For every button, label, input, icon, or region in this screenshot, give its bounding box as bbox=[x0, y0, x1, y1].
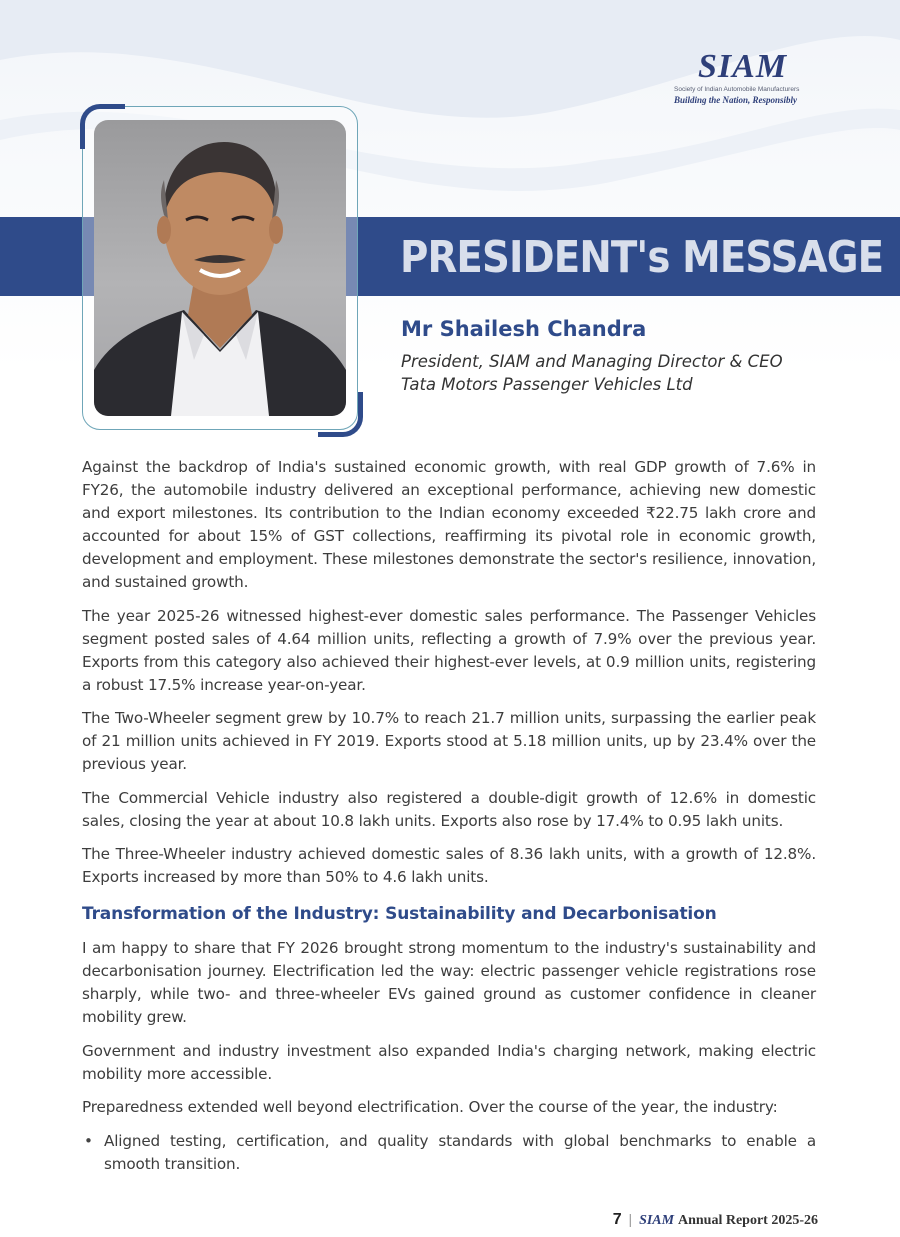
bullet-item: • Aligned testing, certification, and quality standards with global benchmarks to enable a smooth transition. bbox=[104, 1130, 816, 1176]
paragraph: I am happy to share that FY 2026 brought strong momentum to the industry's sustainability and decarbonisation journey. Electrification led the way: electric passenger vehicle registrations rose sharply, while two- and three-wheeler EVs gained ground as customer confidence in cleaner mobility grew. bbox=[82, 939, 816, 1026]
paragraph: Government and industry investment also expanded India's charging network, making electric mobility more accessible. bbox=[82, 1041, 816, 1083]
page-footer bbox=[613, 1211, 818, 1229]
president-role bbox=[401, 350, 783, 396]
frame-corner-accent bbox=[318, 392, 363, 437]
logo-mark: SIAM bbox=[698, 48, 788, 85]
paragraph: The year 2025-26 witnessed highest-ever domestic sales performance. The Passenger Vehicles segment posted sales of 4.64 million units, reflecting a growth of 7.9% over the previous year. Exports from this category also achieved their highest-ever levels, at 0.9 million units, registering a robust 17.5% increase year-on-year. bbox=[82, 606, 816, 694]
paragraph: The Commercial Vehicle industry also registered a double-digit growth of 12.6% in domestic sales, closing the year at about 10.8 lakh units. Exports also rose by 17.4% to 0.95 lakh units. bbox=[82, 788, 816, 830]
paragraph: Preparedness extended well beyond electrification. Over the course of the year, the industry: bbox=[82, 1098, 778, 1116]
president-name: Mr Shailesh Chandra bbox=[401, 317, 647, 341]
role-line-2: Tata Motors Passenger Vehicles Ltd bbox=[401, 375, 693, 394]
page-title: PRESIDENT's MESSAGE bbox=[400, 232, 884, 283]
page-number: 7 bbox=[612, 1211, 622, 1228]
siam-logo bbox=[668, 50, 828, 105]
logo-tagline: Building the Nation, Responsibly bbox=[674, 95, 798, 105]
bullet-list bbox=[82, 1130, 816, 1176]
portrait-photo bbox=[94, 120, 346, 416]
section-heading: Transformation of the Industry: Sustainability and Decarbonisation bbox=[82, 904, 717, 924]
paragraph: Against the backdrop of India's sustained economic growth, with real GDP growth of 7.6% in FY26, the automobile industry delivered an exceptional performance, achieving new domestic and export milestones. Its contribution to the Indian economy exceeded ₹22.75 lakh crore and accounted for about 15% of GST collections, reaffirming its pivotal role in economic growth, development and employment. These milestones demonstrate the sector's resilience, innovation, and sustained growth. bbox=[82, 458, 816, 591]
paragraph: The Three-Wheeler industry achieved domestic sales of 8.36 lakh units, with a growth of 12.8%. Exports increased by more than 50% to 4.6 lakh units. bbox=[82, 845, 816, 886]
logo-subtitle: Society of Indian Automobile Manufacturers bbox=[674, 86, 800, 93]
footer-separator: | bbox=[628, 1211, 633, 1227]
frame-corner-accent bbox=[80, 104, 125, 149]
footer-report-title: Annual Report 2025-26 bbox=[677, 1213, 818, 1228]
footer-brand: SIAM bbox=[639, 1213, 675, 1228]
paragraph: The Two-Wheeler segment grew by 10.7% to reach 21.7 million units, surpassing the earlier peak of 21 million units achieved in FY 2019. Exports stood at 5.18 million units, up by 23.4% over the previous year. bbox=[82, 709, 816, 773]
message-body bbox=[82, 456, 816, 1176]
role-line-1: President, SIAM and Managing Director & CEO bbox=[401, 352, 783, 371]
